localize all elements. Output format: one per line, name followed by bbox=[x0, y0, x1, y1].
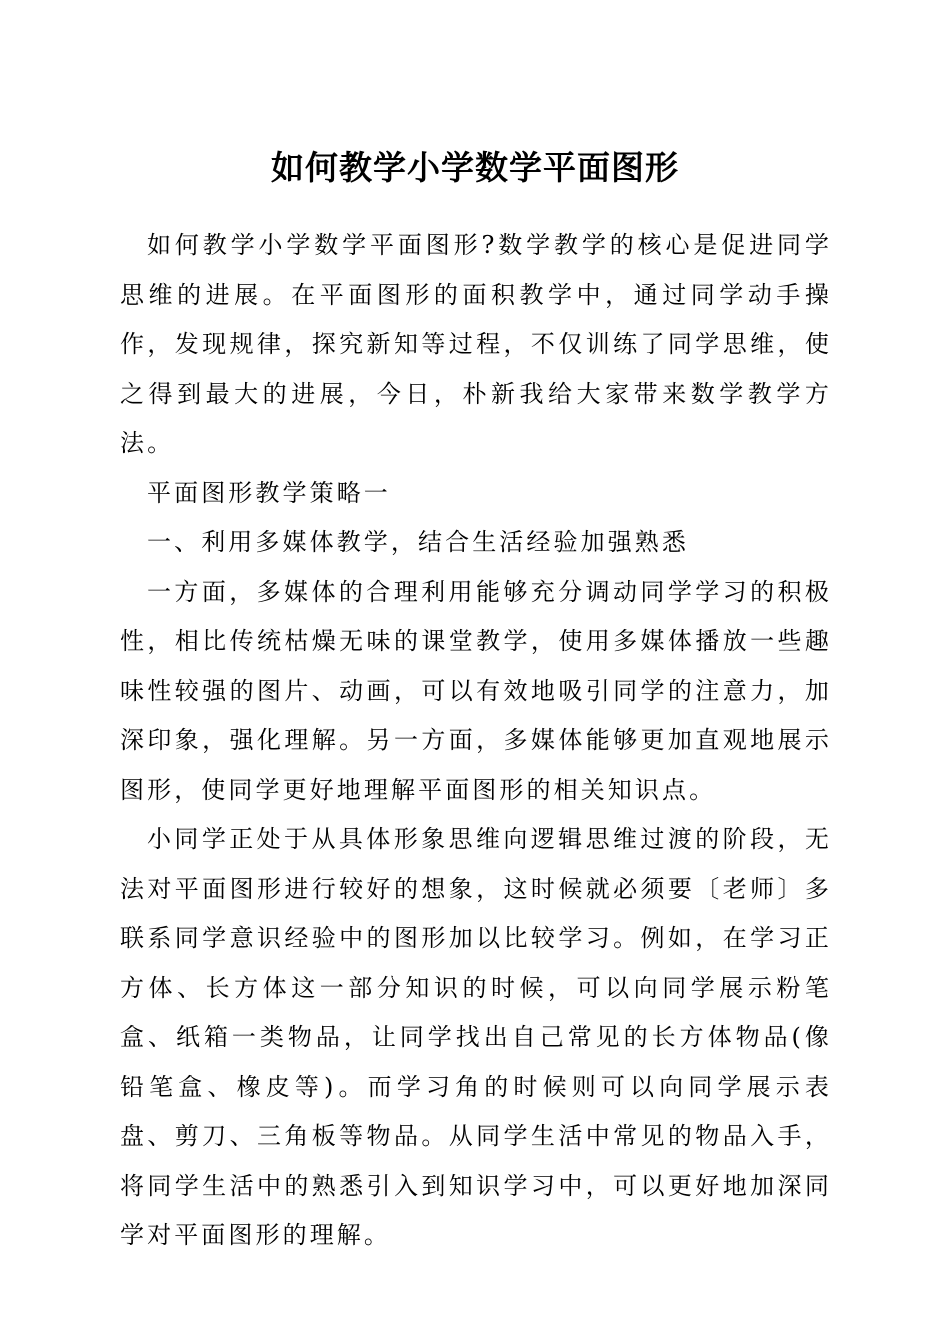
subsection-heading: 一、利用多媒体教学，结合生活经验加强熟悉 bbox=[147, 528, 689, 556]
section-heading: 平面图形教学策略一 bbox=[147, 478, 391, 507]
intro-paragraph: 如何教学小学数学平面图形?数学教学的核心是促进同学思维的进展。在平面图形的面积教学中，通过同学动手操作，发现规律，探究新知等过程，不仅训练了同学思维，使之得到最大的进展，今日，朴新我给大家带来数学教学方法。 bbox=[120, 231, 832, 457]
document-title: 如何教学小学数学平面图形 bbox=[271, 148, 679, 187]
body-paragraph: 小同学正处于从具体形象思维向逻辑思维过渡的阶段，无法对平面图形进行较好的想象，这时候就必须要〔老师〕多联系同学意识经验中的图形加以比较学习。例如，在学习正方体、长方体这一部分知识的时候，可以向同学展示粉笔盒、纸箱一类物品，让同学找出自己常见的长方体物品(像铅笔盒、橡皮等)。而学习角的时候则可以向同学展示表盘、剪刀、三角板等物品。从同学生活中常见的物品入手，将同学生活中的熟悉引入到知识学习中，可以更好地加深同学对平面图形的理解。 bbox=[120, 825, 832, 1249]
body-paragraph: 一方面，多媒体的合理利用能够充分调动同学学习的积极性，相比传统枯燥无味的课堂教学，使用多媒体播放一些趣味性较强的图片、动画，可以有效地吸引同学的注意力，加深印象，强化理解。另一方面，多媒体能够更加直观地展示图形，使同学更好地理解平面图形的相关知识点。 bbox=[120, 577, 832, 804]
document-body bbox=[120, 221, 832, 1261]
